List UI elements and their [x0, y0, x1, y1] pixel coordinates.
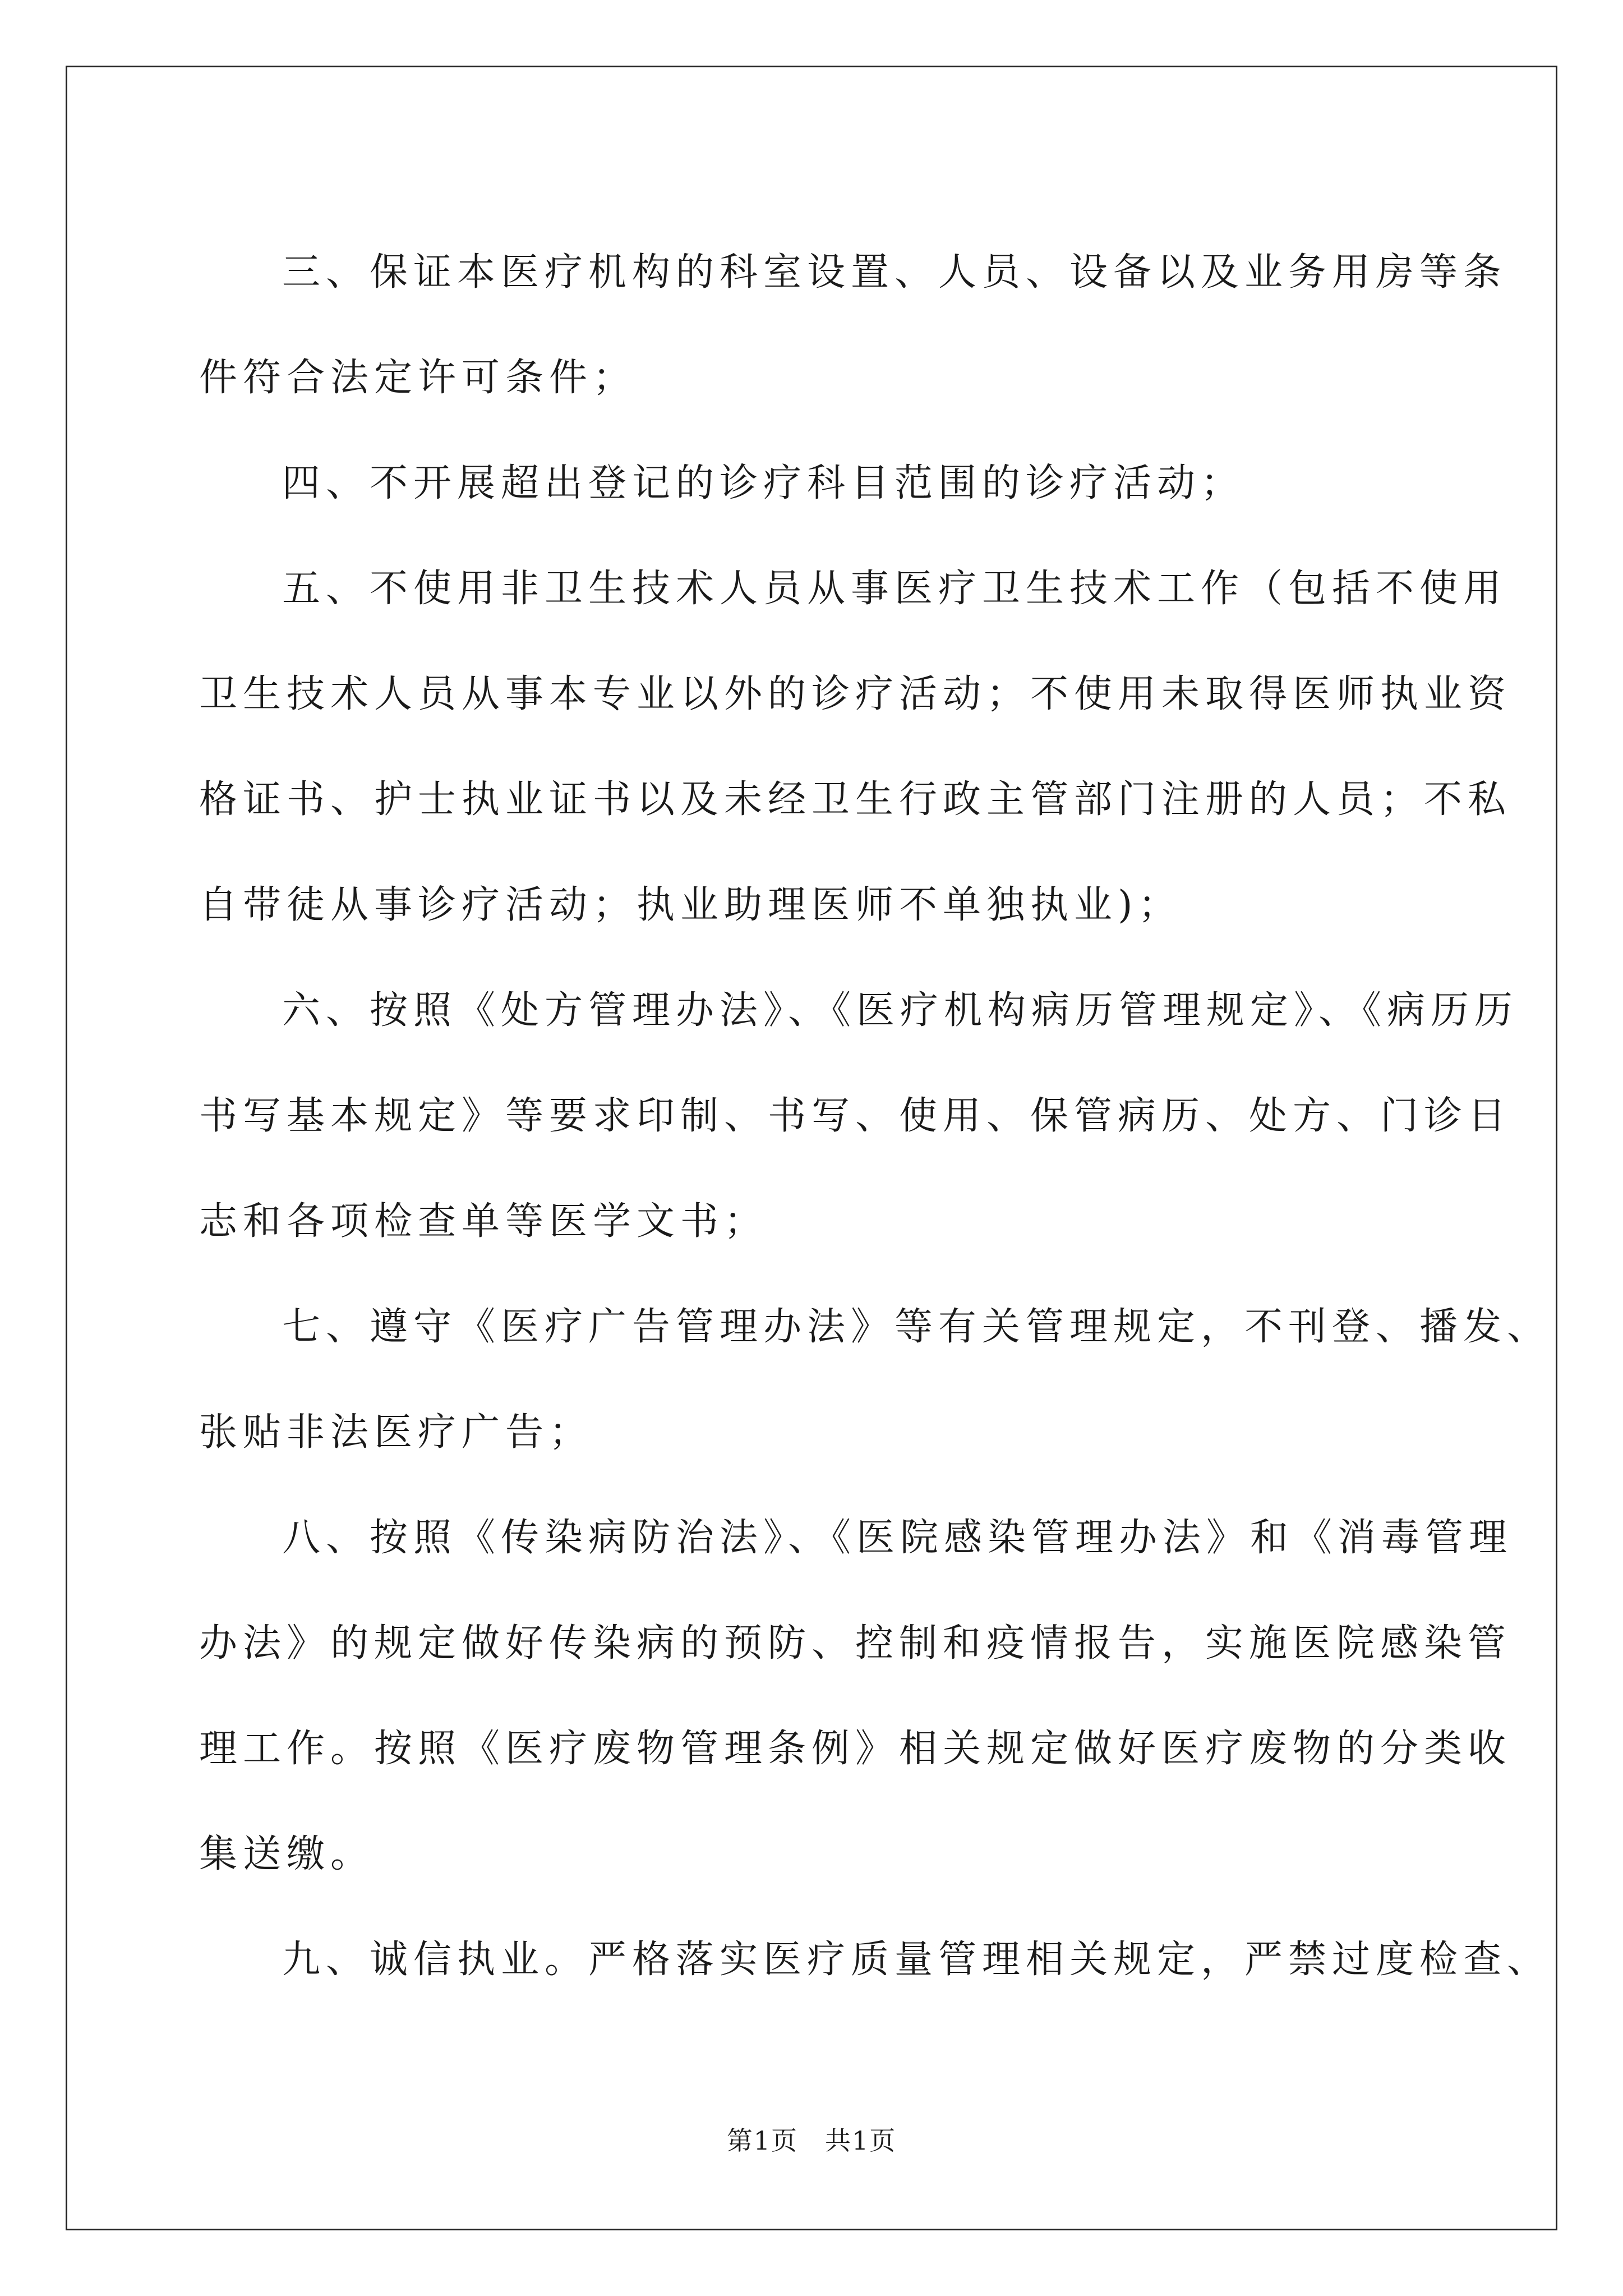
- paragraph-line: 集送缴。: [199, 1832, 375, 1876]
- paragraph-line: 九、诚信执业。严格落实医疗质量管理相关规定，严禁过度检查、: [282, 1938, 1551, 1982]
- paragraph-line: 五、不使用非卫生技术人员从事医疗卫生技术工作（包括不使用: [282, 567, 1507, 611]
- paragraph-line: 七、遵守《医疗广告管理办法》等有关管理规定，不刊登、播发、: [282, 1305, 1551, 1349]
- paragraph-line: 六、按照《处方管理办法》、《医疗机构病历管理规定》、《病历历: [282, 988, 1519, 1033]
- paragraph-line: 理工作。按照《医疗废物管理条例》相关规定做好医疗废物的分类收: [199, 1727, 1512, 1771]
- document-body: [199, 220, 1551, 2013]
- page-number-footer: 第1页 共1页: [726, 2125, 897, 2156]
- paragraph-line: 件符合法定许可条件；: [199, 356, 637, 400]
- paragraph-7: [199, 1274, 1551, 1485]
- paragraph-line: 自带徒从事诊疗活动；执业助理医师不单独执业)；: [199, 883, 1182, 927]
- paragraph-line: 八、按照《传染病防治法》、《医院感染管理办法》和《消毒管理: [282, 1516, 1513, 1560]
- paragraph-4: [199, 431, 1435, 536]
- paragraph-5: [199, 536, 1512, 958]
- paragraph-line: 志和各项检查单等医学文书；: [199, 1199, 768, 1244]
- paragraph-9: [199, 1907, 1551, 2013]
- paragraph-6: [199, 958, 1519, 1274]
- paragraph-8: [199, 1485, 1513, 1907]
- paragraph-line: 张贴非法医疗广告；: [199, 1410, 593, 1455]
- paragraph-line: 卫生技术人员从事本专业以外的诊疗活动；不使用未取得医师执业资: [199, 672, 1512, 716]
- paragraph-line: 书写基本规定》等要求印制、书写、使用、保管病历、处方、门诊日: [199, 1094, 1512, 1138]
- paragraph-line: 三、保证本医疗机构的科室设置、人员、设备以及业务用房等条: [282, 250, 1507, 295]
- paragraph-line: 四、不开展超出登记的诊疗科目范围的诊疗活动；: [282, 461, 1245, 505]
- paragraph-line: 办法》的规定做好传染病的预防、控制和疫情报告，实施医院感染管: [199, 1621, 1512, 1665]
- paragraph-line: 格证书、护士执业证书以及未经卫生行政主管部门注册的人员；不私: [199, 777, 1512, 822]
- paragraph-3: [199, 220, 1507, 431]
